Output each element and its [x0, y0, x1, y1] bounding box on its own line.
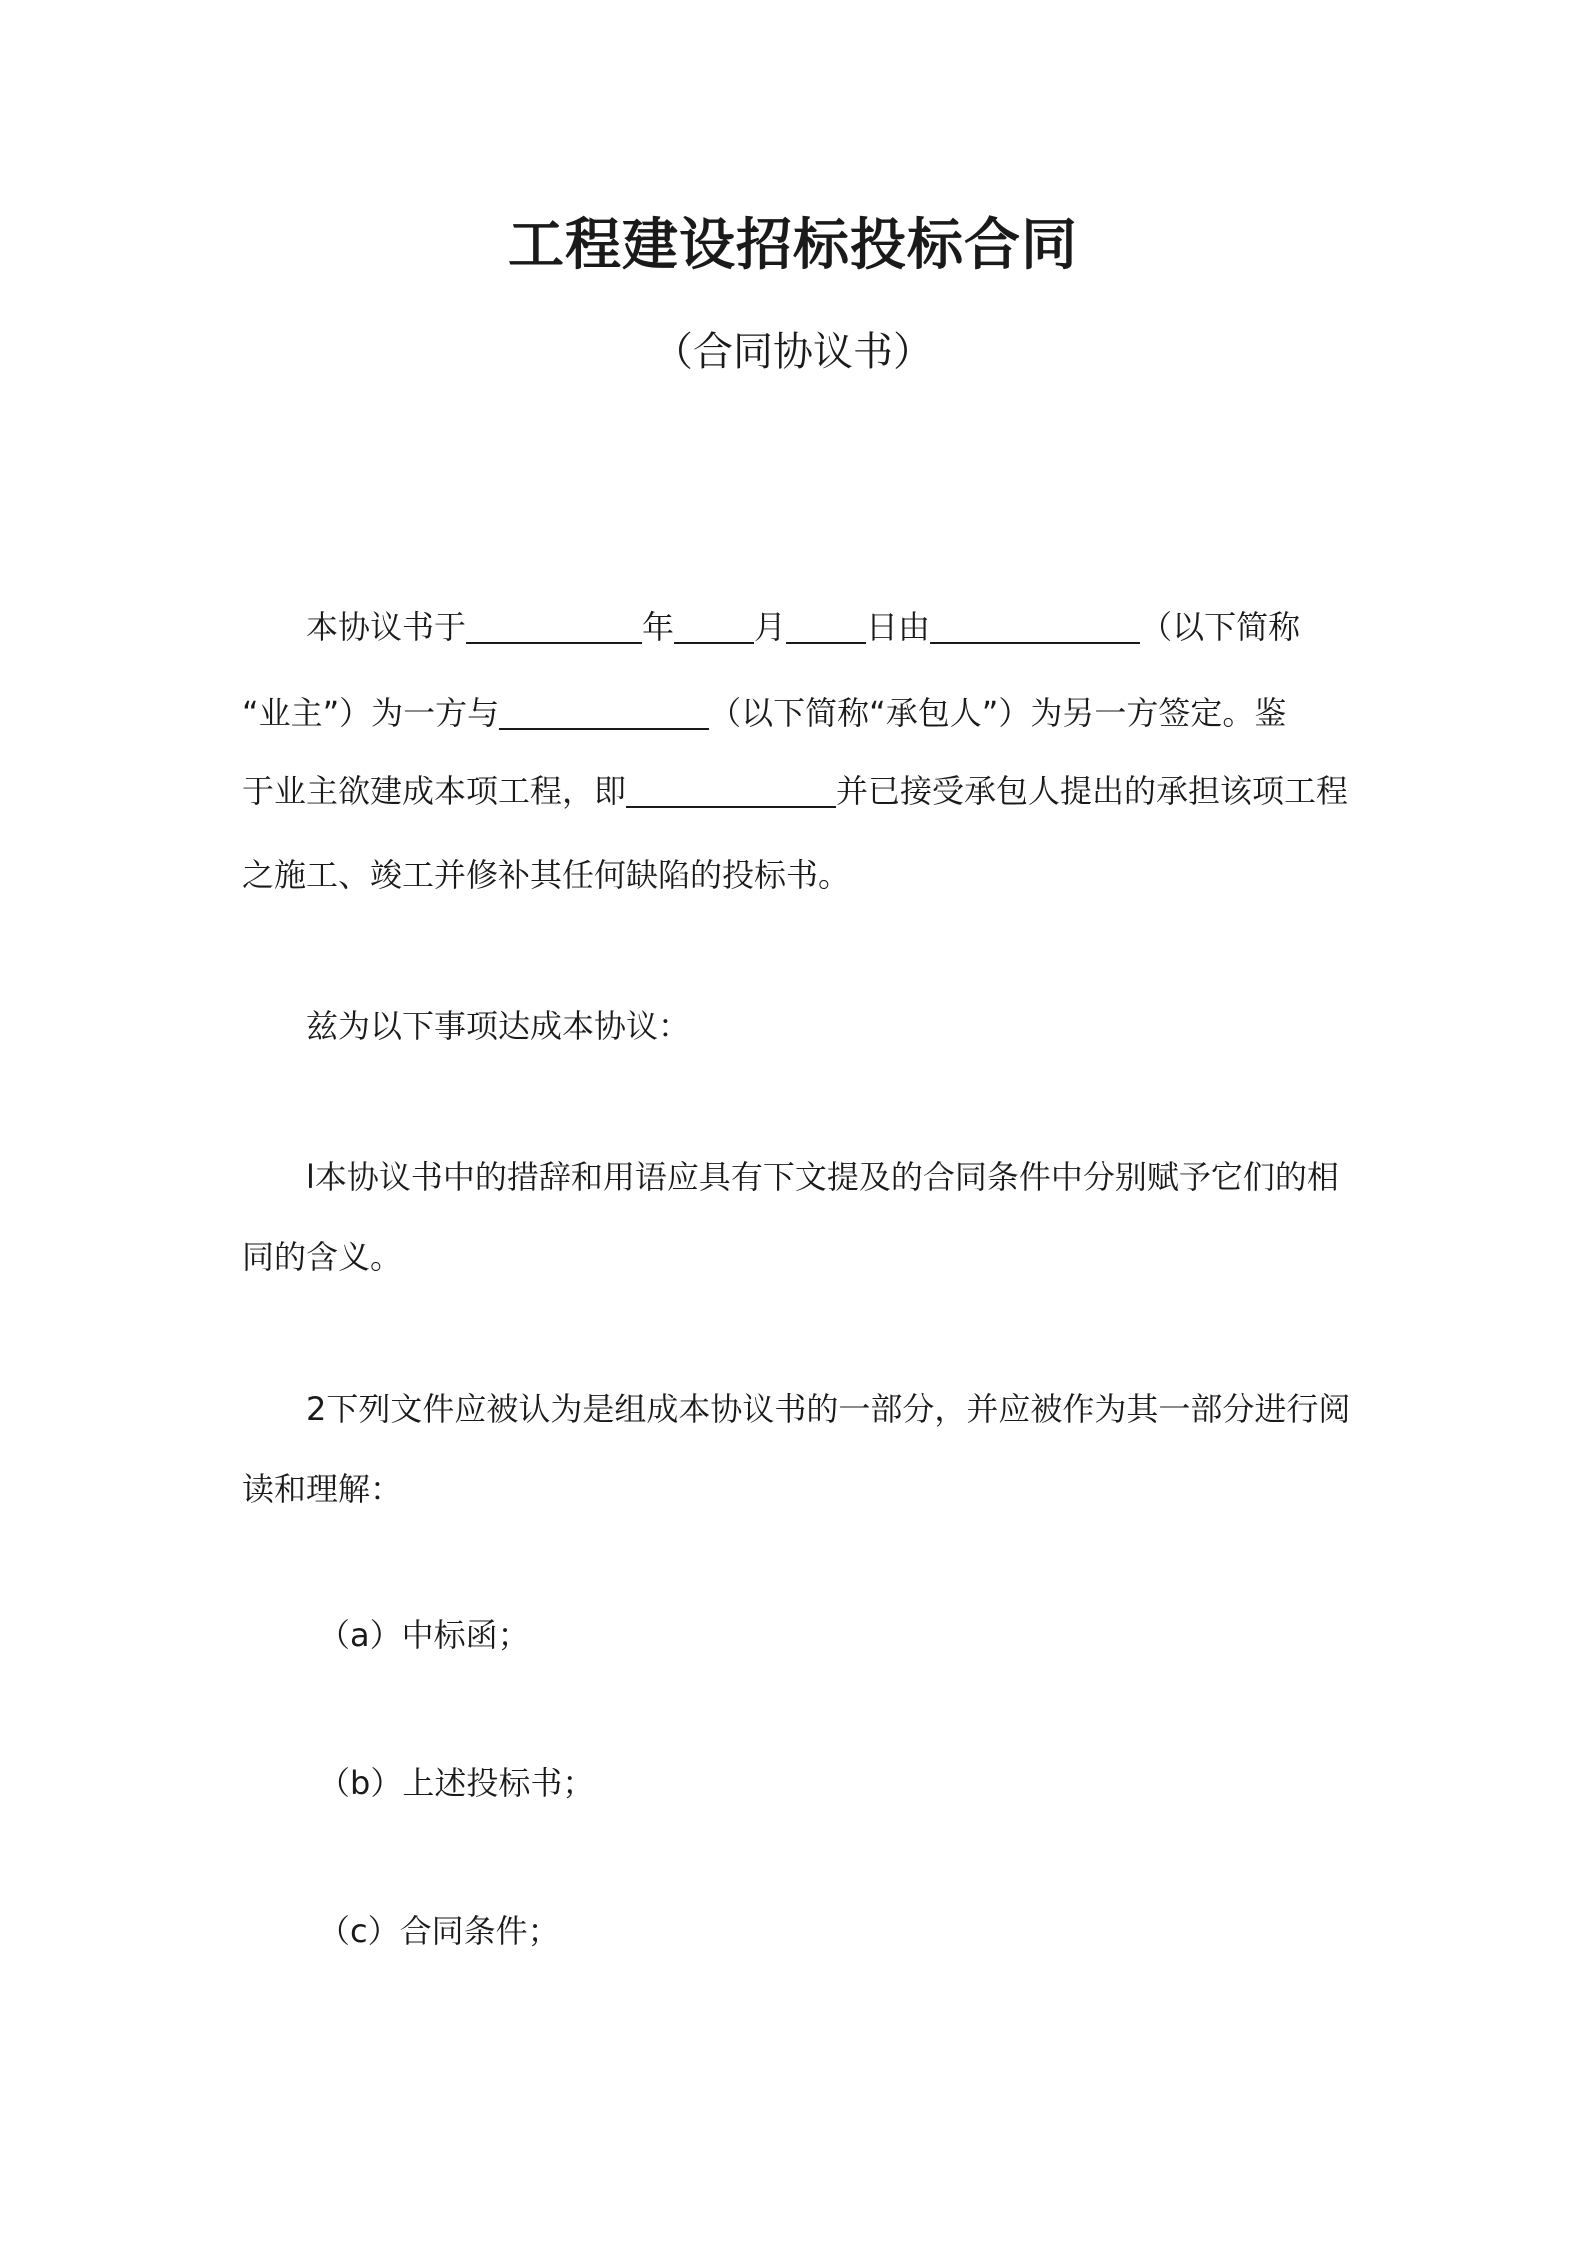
intro-text: （以下简称“承包人”）为另一方签定。鉴	[709, 694, 1287, 732]
intro-line-3	[242, 766, 1354, 816]
clause-1-line-2: 同的含义。	[242, 1238, 403, 1276]
document-title: 工程建设招标投标合同	[508, 213, 1078, 278]
intro-line-1	[306, 602, 1418, 652]
intro-text: 于业主欲建成本项工程，即	[242, 772, 627, 810]
project-name-blank	[626, 772, 836, 808]
intro-line-4: 之施工、竣工并修补其任何缺陷的投标书。	[242, 856, 851, 894]
intro-line-2	[242, 688, 1354, 738]
intro-text: 日由	[866, 608, 931, 646]
clause-2-line-1: 2下列文件应被认为是组成本协议书的一部分，并应被作为其一部分进行阅	[306, 1390, 1351, 1428]
date-month-blank	[674, 608, 754, 644]
owner-name-blank	[930, 608, 1140, 644]
document-subtitle: （合同协议书）	[653, 329, 933, 375]
clause-1-line-1: l本协议书中的措辞和用语应具有下文提及的合同条件中分别赋予它们的相	[306, 1158, 1339, 1196]
intro-text: 月	[754, 608, 787, 646]
contractor-name-blank	[499, 694, 709, 730]
intro-text: 本协议书于	[306, 608, 467, 646]
intro-text: 年	[642, 608, 675, 646]
agreement-statement: 兹为以下事项达成本协议：	[306, 1007, 691, 1045]
list-item: （b）上述投标书；	[318, 1764, 595, 1802]
list-item: （a）中标函；	[318, 1616, 530, 1654]
date-year-blank	[466, 608, 642, 644]
clause-2-line-2: 读和理解：	[242, 1470, 403, 1508]
list-item: （c）合同条件；	[318, 1912, 560, 1950]
intro-text: “业主”）为一方与	[242, 694, 500, 732]
intro-text: 并已接受承包人提出的承担该项工程	[836, 772, 1349, 810]
date-day-blank	[786, 608, 866, 644]
intro-text: （以下简称	[1140, 608, 1301, 646]
